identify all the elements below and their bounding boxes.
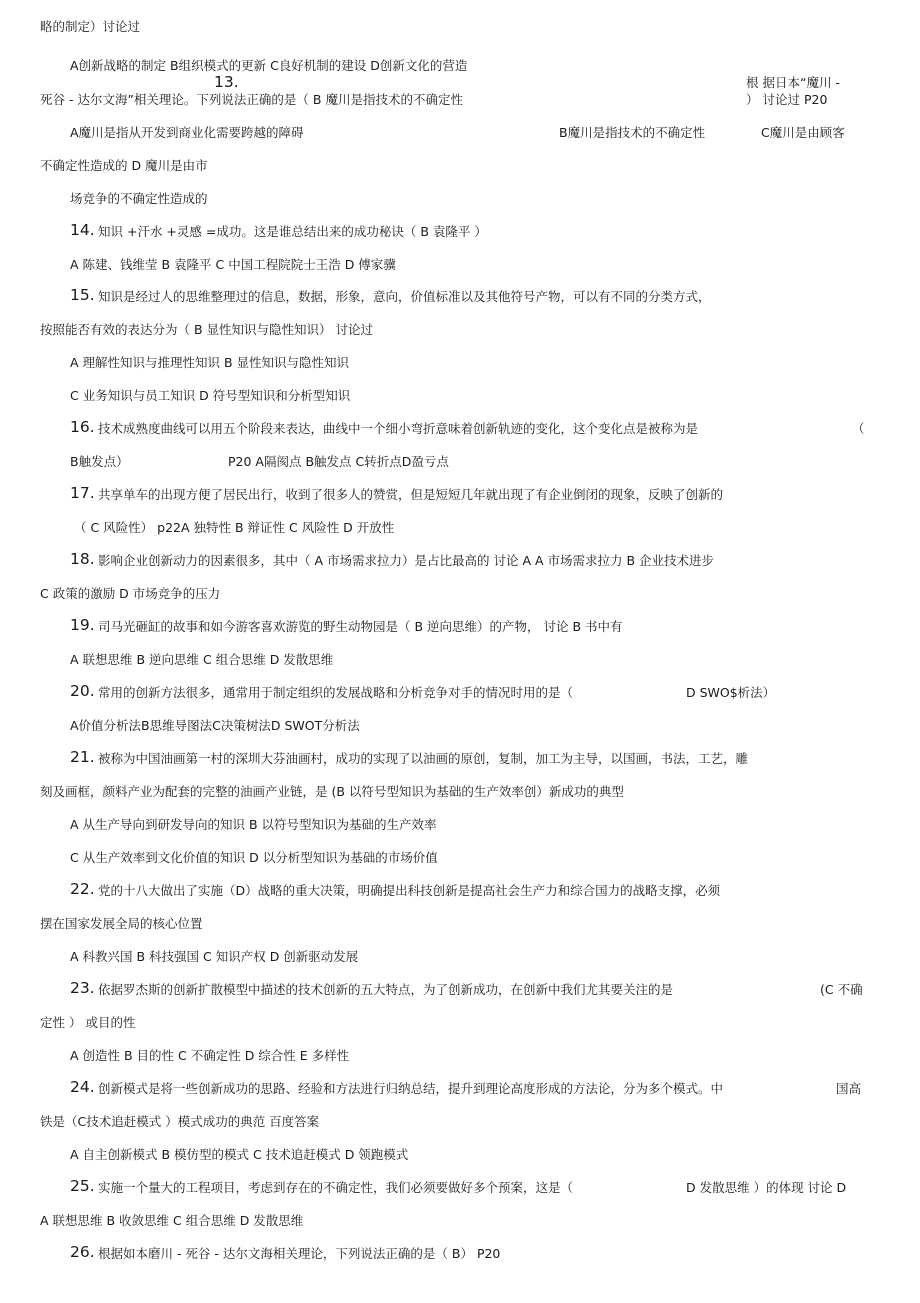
q25-number: 25. bbox=[70, 1177, 95, 1195]
q13-text-right: 根 据日本“魔川 - bbox=[746, 75, 840, 90]
q26-number: 26. bbox=[70, 1243, 95, 1261]
q24-text-right: 国高 bbox=[836, 1081, 862, 1096]
q19-options: A 联想思维 B 逆向思维 C 组合思维 D 发散思维 bbox=[70, 652, 334, 667]
q20-number: 20. bbox=[70, 682, 95, 700]
q19-text: 司马光砸缸的故事和如今游客喜欢游览的野生动物园是（ B 逆向思维）的产物， 讨论 B 书中有 bbox=[98, 619, 623, 634]
q13-option-b: B魔川是指技术的不确定性 bbox=[559, 125, 706, 140]
q12-options: A创新战略的制定 B组织模式的更新 C良好机制的建设 D创新文化的营造 bbox=[70, 58, 468, 73]
q17-text: 共享单车的出现方便了居民出行，收到了很多人的赞赏，但是短短几年就出现了有企业倒闭的现象，反映了创新的 bbox=[98, 487, 724, 502]
q23-text: 依据罗杰斯的创新扩散模型中描述的技术创新的五大特点，为了创新成功，在创新中我们尤其要关注的是 bbox=[98, 982, 674, 997]
q18-number: 18. bbox=[70, 550, 95, 568]
q17-number: 17. bbox=[70, 484, 95, 502]
q24-number: 24. bbox=[70, 1078, 95, 1096]
q14-text: 知识 +汗水 +灵感 =成功。这是谁总结出来的成功秘诀（ B 袁隆平 ） bbox=[98, 224, 487, 239]
q25-answer: D 发散思维 ）的体现 讨论 D bbox=[686, 1180, 847, 1195]
q13-option-c-cont: 不确定性造成的 D 魔川是由市 bbox=[40, 158, 208, 173]
q25-text: 实施一个量大的工程项目，考虑到存在的不确定性，我们必须要做好多个预案，这是（ bbox=[98, 1180, 574, 1195]
q21-options-cd: C 从生产效率到文化价值的知识 D 以分析型知识为基础的市场价值 bbox=[70, 850, 438, 865]
q20-answer: D SWO$析法） bbox=[686, 685, 776, 700]
q14-options: A 陈建、钱维莹 B 袁隆平 C 中国工程院院士王浩 D 傅家骥 bbox=[70, 257, 396, 272]
q13-number: 13. bbox=[214, 73, 239, 91]
q22-options: A 科教兴国 B 科技强国 C 知识产权 D 创新驱动发展 bbox=[70, 949, 359, 964]
q23-answer: (C 不确 bbox=[820, 982, 863, 997]
q16-answer: B触发点） bbox=[70, 454, 129, 469]
q15-options-cd: C 业务知识与员工知识 D 符号型知识和分析型知识 bbox=[70, 388, 351, 403]
q24-options: A 自主创新模式 B 模仿型的模式 C 技术追赶模式 D 领跑模式 bbox=[70, 1147, 409, 1162]
q24-text-2: 铁是（C技术追赶模式 ）模式成功的典范 百度答案 bbox=[40, 1114, 320, 1129]
text-line-continuation: 略的制定）讨论过 bbox=[40, 19, 141, 34]
q18-text: 影响企业创新动力的因素很多，其中（ A 市场需求拉力）是占比最高的 讨论 A A 市场需求拉力 B 企业技术进步 bbox=[98, 553, 715, 568]
q21-text: 被称为中国油画第一村的深圳大芬油画村，成功的实现了以油画的原创，复制，加工为主导，以国画，书法，工艺，雕 bbox=[98, 751, 749, 766]
q22-text-2: 摆在国家发展全局的核心位置 bbox=[40, 916, 203, 931]
q15-text: 知识是经过人的思维整理过的信息，数据，形象，意向，价值标准以及其他符号产物，可以有不同的分类方式， bbox=[98, 289, 711, 304]
q13-text-right-2: ） 讨论过 P20 bbox=[746, 92, 828, 107]
q17-answer-options: （ C 风险性） p22A 独特性 B 辩证性 C 风险性 D 开放性 bbox=[74, 520, 395, 535]
q15-number: 15. bbox=[70, 286, 95, 304]
q21-number: 21. bbox=[70, 748, 95, 766]
q16-number: 16. bbox=[70, 418, 95, 436]
q16-options: P20 A隔阂点 B触发点 C转折点D盈亏点 bbox=[228, 454, 449, 469]
q21-text-2: 刻及画框，颜料产业为配套的完整的油画产业链，是 (B 以符号型知识为基础的生产效率创）新成功的典型 bbox=[40, 784, 624, 799]
q24-text: 创新模式是将一些创新成功的思路、经验和方法进行归纳总结，提升到理论高度形成的方法论，分为多个模式。中 bbox=[98, 1081, 724, 1096]
q13-option-d-cont: 场竞争的不确定性造成的 bbox=[70, 191, 208, 206]
q13-option-a: A魔川是指从开发到商业化需要跨越的障碍 bbox=[70, 125, 304, 140]
q15-text-2: 按照能否有效的表达分为（ B 显性知识与隐性知识） 讨论过 bbox=[40, 322, 373, 337]
q20-options: A价值分析法B思维导图法C决策树法D SWOT分析法 bbox=[70, 718, 360, 733]
q23-number: 23. bbox=[70, 979, 95, 997]
q16-text: 技术成熟度曲线可以用五个阶段来表达，曲线中一个细小弯折意味着创新轨迹的变化，这个变化点是被称为是 bbox=[98, 421, 699, 436]
q23-text-2: 定性 ） 或目的性 bbox=[40, 1015, 136, 1030]
q21-options-ab: A 从生产导向到研发导向的知识 B 以符号型知识为基础的生产效率 bbox=[70, 817, 437, 832]
q13-text: 死谷 - 达尔文海”相关理论。下列说法正确的是（ B 魔川是指技术的不确定性 bbox=[40, 92, 463, 107]
q15-options-ab: A 理解性知识与推理性知识 B 显性知识与隐性知识 bbox=[70, 355, 350, 370]
q13-option-c: C魔川是由顾客 bbox=[761, 125, 845, 140]
q25-options: A 联想思维 B 收敛思维 C 组合思维 D 发散思维 bbox=[40, 1213, 304, 1228]
q20-text: 常用的创新方法很多，通常用于制定组织的发展战略和分析竞争对手的情况时用的是（ bbox=[98, 685, 574, 700]
q18-options: C 政策的激励 D 市场竞争的压力 bbox=[40, 586, 221, 601]
q22-number: 22. bbox=[70, 880, 95, 898]
q16-paren: （ bbox=[852, 421, 865, 436]
q22-text: 党的十八大做出了实施（D）战略的重大决策，明确提出科技创新是提高社会生产力和综合国力的战略支撑，必须 bbox=[98, 883, 721, 898]
q23-options: A 创造性 B 目的性 C 不确定性 D 综合性 E 多样性 bbox=[70, 1048, 350, 1063]
q14-number: 14. bbox=[70, 221, 95, 239]
q26-text: 根据如本磨川 - 死谷 - 达尔文海相关理论，下列说法正确的是（ B） P20 bbox=[98, 1246, 501, 1261]
q19-number: 19. bbox=[70, 616, 95, 634]
